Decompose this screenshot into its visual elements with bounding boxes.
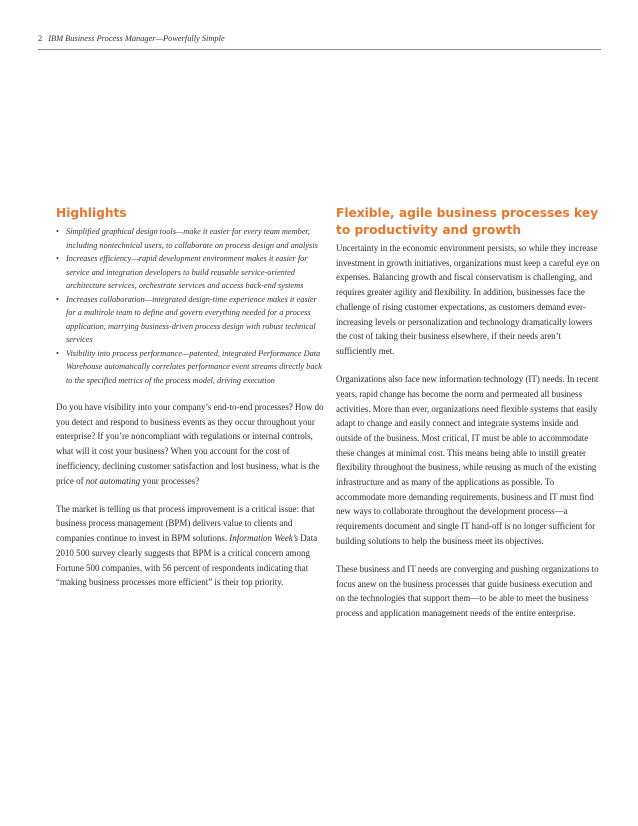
body-paragraph: [56, 502, 324, 590]
section-heading: Flexible, agile business processes key to productivity and growth: [336, 206, 599, 237]
body-paragraph: [56, 400, 324, 488]
body-text: your processes?: [140, 475, 200, 486]
highlights-list: [56, 225, 324, 387]
highlight-item: [56, 293, 324, 347]
highlight-text: Visibility into process performance—patented, integrated Performance Data Warehouse automatically correlates performance event streams directly back to the specified metrics of the process model, driving execution: [66, 348, 322, 385]
emphasis-text: not automating: [85, 475, 141, 486]
body-paragraph: These business and IT needs are converging and pushing organizations to focus anew on the business processes that guide business execution and on the technologies that support them—to be able to meet the business process and application management needs of the entire enterprise.: [336, 564, 599, 619]
highlights-heading: Highlights: [56, 206, 127, 220]
running-header: [38, 34, 601, 43]
left-column: [56, 205, 324, 603]
publication-name: Information Week’s: [229, 533, 299, 544]
body-text: The market is telling us that process improvement is a critical issue: that business process management (BPM) delivers value to clients and companies continue to invest in BPM solutions.: [56, 503, 315, 544]
bullet-icon: •: [56, 348, 59, 358]
running-title: IBM Business Process Manager—Powerfully Simple: [48, 34, 225, 43]
highlight-text: Increases efficiency—rapid development environment makes it easier for service and integration developers to build reusable service-oriented architecture services, orchestrate services and access back-end systems: [66, 254, 308, 290]
highlight-item: [56, 252, 324, 293]
page-header: [38, 34, 601, 50]
body-paragraph: Uncertainty in the economic environment persists, so while they increase investment in growth initiatives, organizations must keep a careful eye on expenses. Balancing growth and fiscal conservatism is challenging, and requires greater agility and flexibility. In addition, businesses face the challenge of rising customer expectations, as customers demand ever-increasing levels or personalization and technology dramatically lowers the cost of taking their business elsewhere, if their needs aren’t sufficiently met.: [336, 243, 600, 356]
highlight-item: [56, 347, 324, 388]
body-text: Do you have visibility into your company’s end-to-end processes? How do you detect and respond to business events as they occur throughout your enterprise? If you’re noncompliant with regulations or internal controls, what will it cost your business? When you account for the cost of inefficiency, declining customer satisfaction and lost business, what is the price of: [56, 402, 324, 486]
body-text: Data 2010 500 survey clearly suggests that BPM is a critical concern among Fortune 500 companies, with 56 percent of respondents indicating that “making business processes more efficient” is their top priority.: [56, 533, 318, 588]
bullet-icon: •: [56, 227, 59, 236]
highlight-item: [56, 225, 324, 252]
bullet-icon: •: [56, 254, 59, 263]
page-number: 2: [38, 34, 43, 43]
body-paragraph: Organizations also face new information technology (IT) needs. In recent years, rapid change has become the norm and permeated all business activities. More than ever, organizations need flexible systems that easily adapt to change and easily connect and integrate systems inside and outside of the business. Most critical, IT must be able to accommodate these changes at minimal cost. This means being able to instill greater flexibility throughout the business, while reusing as much of the existing infrastructure and as many of the applications as possible. To accommodate more demanding requirements, business and IT must find new ways to collaborate throughout the development process—a requirements document and single IT hand-off is no longer sufficient for building solutions to help the business meet its objectives.: [336, 374, 599, 546]
highlight-text: Simplified graphical design tools—make it easier for every team member, including nontechnical users, to collaborate on process design and analysis: [66, 227, 318, 250]
highlight-text: Increases collaboration—integrated design-time experience makes it easier for a multirole team to define and govern everything needed for a process application, marrying business-driven process design with robust technical services: [66, 294, 317, 344]
header-rule: [38, 49, 601, 50]
bullet-icon: •: [56, 294, 59, 304]
right-column: [336, 205, 601, 634]
